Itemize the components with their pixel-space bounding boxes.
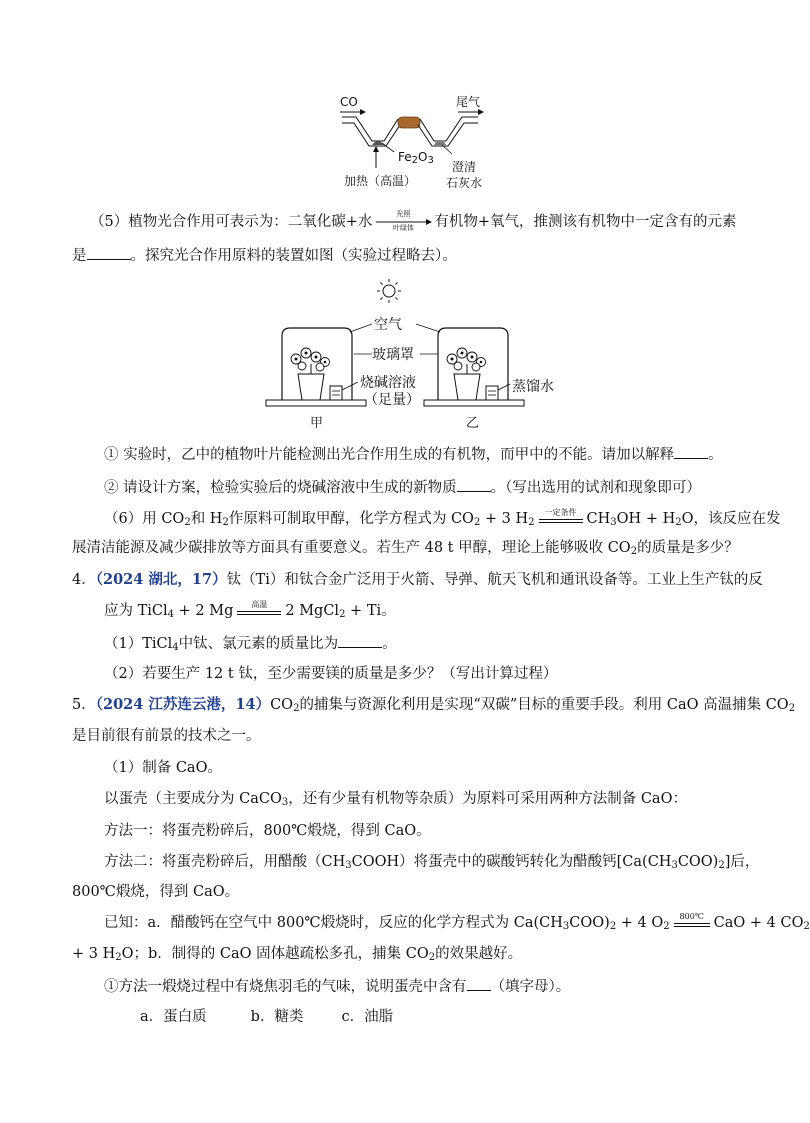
naoh-label-2: （足量） bbox=[364, 392, 420, 408]
sun-icon bbox=[377, 279, 401, 303]
water-label: 蒸馏水 bbox=[512, 379, 554, 395]
yi-label: 乙 bbox=[466, 416, 480, 431]
limewater-label-1: 澄清 bbox=[452, 160, 477, 174]
limewater-label-2: 石灰水 bbox=[446, 176, 483, 190]
reaction-condition: 800℃ bbox=[670, 913, 714, 933]
problem-source: （2024 江苏连云港，14） bbox=[95, 696, 271, 713]
problem-4-sub2: （2）若要生产 12 t 钛，至少需要镁的质量是多少？（写出计算过程） bbox=[104, 666, 558, 682]
q6-line2: 展清洁能源及减少碳排放等方面具有重要意义。若生产 48 t 甲醇，理论上能够吸收 $CO_2$的质量是多少？ bbox=[72, 540, 739, 557]
option-c[interactable]: c．油脂 bbox=[341, 1009, 394, 1025]
air-label: 空气 bbox=[374, 317, 402, 333]
q5-sub1: ① 实验时，乙中的植物叶片能检测出光合作用生成的有机物，而甲中的不能。请加以解释 。 bbox=[104, 444, 723, 465]
glass-jar-label: 玻璃罩 bbox=[372, 347, 414, 363]
problem-4-sub1: （1）TiCl$_4$中钛、氯元素的质量比为 。 bbox=[104, 633, 397, 654]
problem-5-line2: 是目前很有前景的技术之一。 bbox=[72, 728, 261, 744]
problem-5-line1: 5．（2024 江苏连云港，$14)CO_2$的捕集与资源化利用是实现“双碳”目标的重要手段。利用 CaO 高温捕集 $CO_2$ bbox=[72, 696, 796, 714]
q6-line1: （6）用 $CO_2$和 $H_2$作原料可制取甲醇，化学方程式为 $CO_2 + 3$ $H_2$ 一定条件 $CH_3OH + H_2O$，该反应在发 bbox=[104, 508, 781, 528]
q5-line1: （5）植物光合作用可表示为：二氧化碳+水 光照 叶绿体 有机物+氧气，推测该有机物中一定含有的元素 bbox=[90, 210, 737, 232]
options-row bbox=[140, 1007, 393, 1027]
photosynthesis-apparatus bbox=[262, 278, 562, 430]
q5-line2: 是 。探究光合作用原料的装置如图（实验过程略去）。 bbox=[72, 245, 457, 266]
answer-blank[interactable] bbox=[87, 245, 131, 260]
co-reduction-apparatus bbox=[338, 92, 488, 202]
problem-4-line1: 4．（2024 湖北，17）钛（Ti）和钛合金广泛用于火箭、导弹、航天飞机和通讯设备等。工业上生产钛的反 bbox=[72, 571, 763, 588]
option-b[interactable]: b．糖类 bbox=[250, 1009, 304, 1025]
heat-label: 加热（高温） bbox=[344, 174, 417, 188]
problem-source: （2024 湖北，17） bbox=[95, 571, 227, 588]
problem-4-line2: 应为 TiCl$_4$ + 2 Mg 高温 2 MgCl$_2$ + Ti。 bbox=[104, 600, 396, 620]
method-2-line2: 800℃煅烧，得到 CaO。 bbox=[72, 884, 240, 900]
answer-blank[interactable] bbox=[674, 444, 708, 459]
answer-blank[interactable] bbox=[467, 976, 491, 991]
tail-gas-label: 尾气 bbox=[456, 95, 481, 109]
naoh-label-1: 烧碱溶液 bbox=[360, 375, 416, 391]
answer-blank[interactable] bbox=[338, 633, 382, 648]
known-line2: + 3 $H_2O$；b．制得的 CaO 固体越疏松多孔，捕集 $CO_2$的效果越好。 bbox=[72, 946, 523, 963]
jia-label: 甲 bbox=[310, 416, 324, 431]
known-line1: 已知：a．醋酸钙在空气中 800℃煅烧时，反应的化学方程式为 $Ca(CH_3COO)_2 + 4$ $O_2$ 800℃ CaO + 4 $CO_2$ bbox=[104, 912, 810, 932]
answer-blank[interactable] bbox=[457, 477, 491, 492]
problem-5-q1: ①方法一煅烧过程中有烧焦羽毛的气味，说明蛋壳中含有 （填字母）。 bbox=[104, 976, 570, 997]
problem-5-sub1: （1）制备 CaO。 bbox=[104, 760, 222, 776]
reaction-condition: 一定条件 bbox=[535, 509, 587, 529]
problem-5-line4: 以蛋壳（主要成分为 CaCO$_3$，还有少量有机物等杂质）为原料可采用两种方法制备 CaO： bbox=[104, 791, 687, 808]
option-a[interactable]: a．蛋白质 bbox=[140, 1009, 207, 1025]
q5-sub2: ② 请设计方案，检验实验后的烧碱溶液中生成的新物质 。（写出选用的试剂和现象即可） bbox=[104, 477, 701, 498]
fe2o3-label: $Fe_2O_3$ bbox=[398, 150, 434, 166]
reaction-condition: 高温 bbox=[233, 601, 285, 621]
co-label: CO bbox=[340, 95, 358, 109]
method-2-line1: 方法二：将蛋壳粉碎后，用醋酸$(CH_3COOH)$将蛋壳中的碳酸钙转化为醋酸钙$[Ca(CH_3COO)_2]$后， bbox=[104, 854, 760, 871]
method-1: 方法一：将蛋壳粉碎后，800℃煅烧，得到 CaO。 bbox=[104, 823, 431, 839]
photosynthesis-arrow: 光照 叶绿体 bbox=[372, 212, 434, 232]
